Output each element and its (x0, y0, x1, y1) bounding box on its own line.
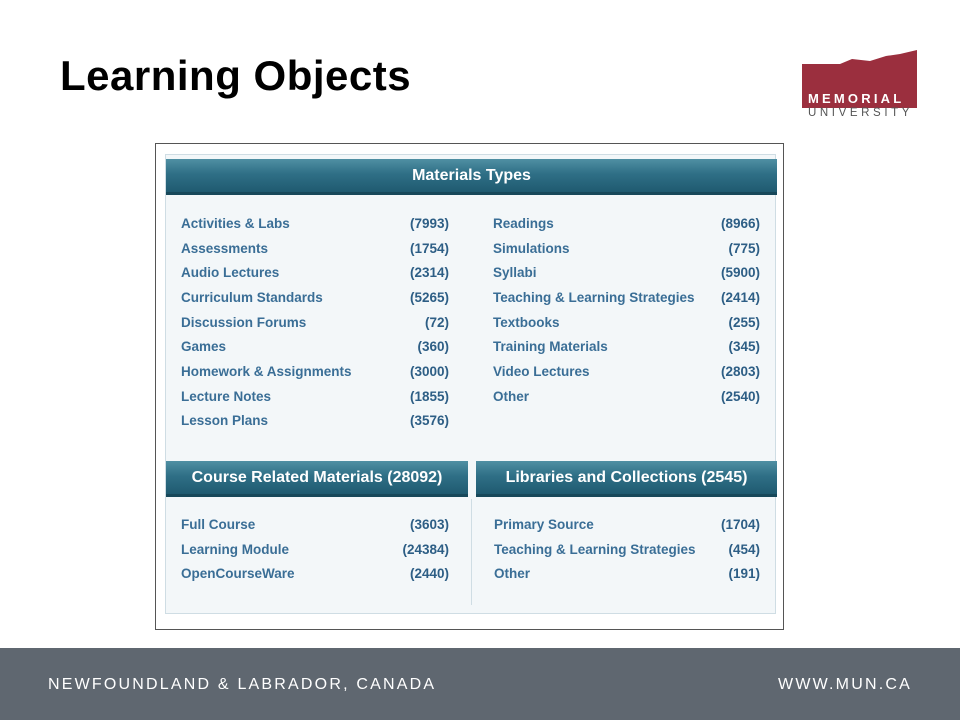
list-item-label[interactable]: Audio Lectures (181, 265, 280, 281)
list-item[interactable] (181, 285, 449, 310)
list-item[interactable] (181, 211, 449, 236)
libraries-list (494, 512, 760, 586)
list-item-count: (360) (417, 339, 449, 355)
list-item-count: (2440) (409, 566, 449, 582)
list-item-label[interactable]: Other (494, 566, 531, 582)
list-item-label[interactable]: Other (493, 388, 530, 404)
slide-title: Learning Objects (60, 52, 412, 99)
list-item-count: (2314) (409, 265, 449, 281)
list-item[interactable] (181, 260, 449, 285)
list-item[interactable] (493, 285, 760, 310)
list-item[interactable] (181, 561, 449, 586)
list-item-label[interactable]: Textbooks (493, 314, 560, 330)
list-item-count: (2414) (720, 289, 760, 305)
list-item-label[interactable]: Assessments (181, 240, 269, 256)
list-item-count: (1704) (720, 516, 760, 532)
footer-location: NEWFOUNDLAND & LABRADOR, CANADA (48, 676, 437, 693)
list-item-label[interactable]: Full Course (181, 516, 256, 532)
list-item-count: (24384) (402, 541, 449, 557)
list-item[interactable] (493, 359, 760, 384)
list-item[interactable] (493, 310, 760, 335)
list-item[interactable] (494, 561, 760, 586)
list-item-count: (8966) (720, 215, 760, 231)
column-divider (471, 499, 472, 605)
list-item-label[interactable]: Lecture Notes (181, 388, 272, 404)
list-item-label[interactable]: Discussion Forums (181, 314, 307, 330)
list-item-count: (2540) (720, 388, 760, 404)
learning-objects-panel (155, 143, 784, 630)
list-item-label[interactable]: Homework & Assignments (181, 363, 352, 379)
list-item-label[interactable]: Lesson Plans (181, 413, 269, 429)
list-item-label[interactable]: Games (181, 339, 227, 355)
list-item[interactable] (181, 310, 449, 335)
list-item-count: (2803) (720, 363, 760, 379)
list-item-count: (72) (424, 314, 449, 330)
list-item-count: (5900) (720, 265, 760, 281)
footer-website-link[interactable]: WWW.MUN.CA (778, 676, 912, 693)
list-item-count: (3576) (409, 413, 449, 429)
list-item-label[interactable]: OpenCourseWare (181, 566, 295, 582)
list-item-label[interactable]: Teaching & Learning Strategies (493, 289, 695, 305)
list-item[interactable] (181, 512, 449, 537)
list-item-count: (255) (728, 314, 760, 330)
list-item[interactable] (181, 334, 449, 359)
list-item-count: (3000) (409, 363, 449, 379)
list-item[interactable] (493, 260, 760, 285)
footer-bar (0, 648, 960, 720)
list-item[interactable] (181, 384, 449, 409)
logo-text-university: UNIVERSITY (808, 107, 914, 119)
list-item[interactable] (494, 537, 760, 562)
list-item-label[interactable]: Activities & Labs (181, 215, 290, 231)
materials-left-list (181, 211, 449, 433)
list-item-label[interactable]: Video Lectures (493, 363, 590, 379)
list-item-count: (191) (728, 566, 760, 582)
list-item-count: (5265) (409, 289, 449, 305)
list-item-label[interactable]: Readings (493, 215, 554, 231)
list-item-label[interactable]: Curriculum Standards (181, 289, 323, 305)
list-item[interactable] (493, 236, 760, 261)
list-item-count: (775) (728, 240, 760, 256)
course-materials-list (181, 512, 449, 586)
list-item[interactable] (181, 409, 449, 434)
list-item[interactable] (181, 236, 449, 261)
list-item[interactable] (493, 211, 760, 236)
panel-inner (165, 154, 776, 614)
list-item-count: (454) (728, 541, 760, 557)
list-item-count: (1754) (409, 240, 449, 256)
list-item[interactable] (181, 537, 449, 562)
list-item-label[interactable]: Learning Module (181, 541, 289, 557)
materials-types-header[interactable]: Materials Types (166, 159, 777, 195)
list-item-count: (1855) (409, 388, 449, 404)
logo-text-memorial: MEMORIAL (808, 91, 905, 106)
course-related-materials-header[interactable]: Course Related Materials (28092) (166, 461, 468, 497)
list-item-label[interactable]: Teaching & Learning Strategies (494, 541, 696, 557)
list-item-count: (345) (728, 339, 760, 355)
libraries-collections-header[interactable]: Libraries and Collections (2545) (476, 461, 777, 497)
list-item[interactable] (494, 512, 760, 537)
list-item[interactable] (493, 334, 760, 359)
list-item-label[interactable]: Primary Source (494, 516, 594, 532)
list-item-count: (3603) (409, 516, 449, 532)
memorial-university-logo (800, 50, 920, 120)
list-item-label[interactable]: Training Materials (493, 339, 608, 355)
list-item-label[interactable]: Syllabi (493, 265, 537, 281)
list-item-count: (7993) (409, 215, 449, 231)
materials-right-list (493, 211, 760, 409)
list-item[interactable] (181, 359, 449, 384)
list-item-label[interactable]: Simulations (493, 240, 570, 256)
list-item[interactable] (493, 384, 760, 409)
